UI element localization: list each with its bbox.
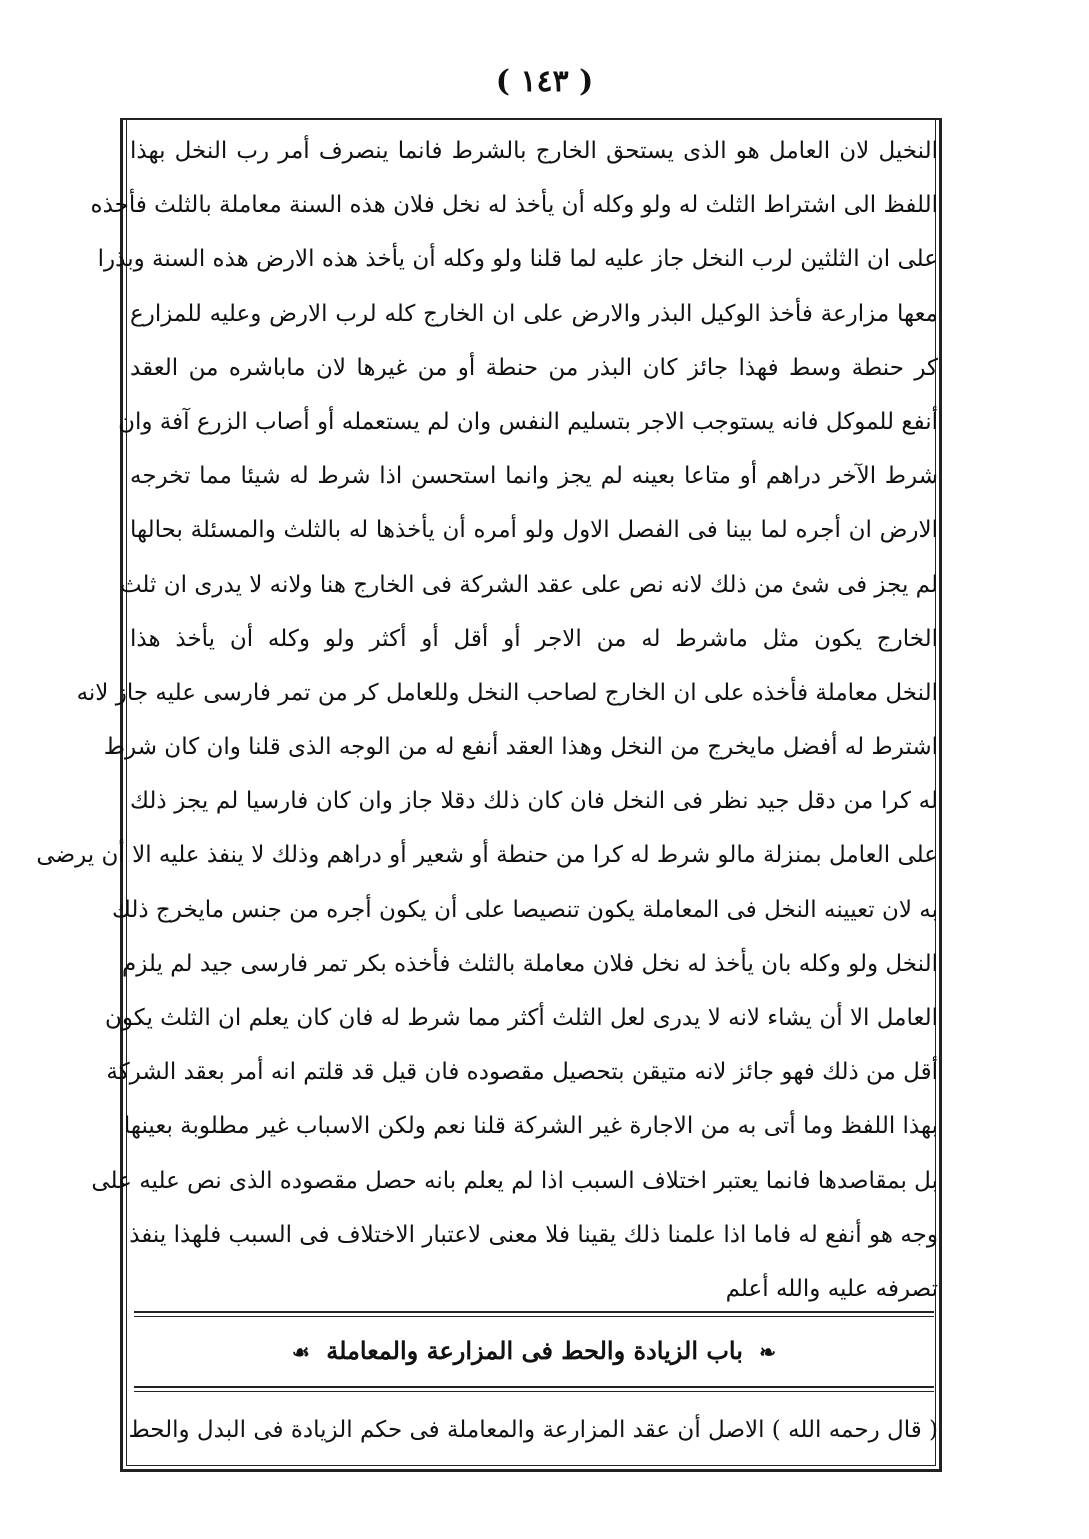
text-line: به لان تعيينه النخل فى المعاملة يكون تنصيصا على أن يكون أجره من جنس مايخرج ذلك: [111, 896, 938, 923]
text-line: وجه هو أنفع له فاما اذا علمنا ذلك يقينا فلا معنى لاعتبار الاختلاف فى السبب فلهذا ينفذ: [129, 1221, 938, 1248]
chapter-title: باب الزيادة والحط فى المزارعة والمعاملة: [326, 1336, 743, 1365]
text-line: على العامل بمنزلة مالو شرط له كرا من حنطة أو شعير أو دراهم وذلك لا ينفذ عليه الا أن يرضى: [36, 842, 938, 869]
page-number: ( ١٤٣ ): [495, 64, 594, 99]
body-text: [36, 124, 938, 1316]
ornament-icon: ❧: [759, 1340, 777, 1364]
text-line: النخيل لان العامل هو الذى يستحق الخارج بالشرط فانما ينصرف أمر رب النخل بهذا: [130, 138, 938, 164]
text-line: له كرا من دقل جيد نظر فى النخل فان كان ذلك دقلا جاز وان كان فارسيا لم يجز ذلك: [130, 788, 938, 815]
text-line: اشترط له أفضل مايخرج من النخل وهذا العقد أنفع له من الوجه الذى قلنا وان كان شرط: [103, 734, 938, 761]
text-line: الخارج يكون مثل ماشرط له من الاجر أو أقل أو أكثر ولو وكله أن يأخذ هذا: [130, 625, 938, 652]
text-line: اللفظ الى اشتراط الثلث له ولو وكله أن يأخذ له نخل فلان هذه السنة معاملة بالثلث فأخذه: [90, 192, 938, 219]
text-line: معها مزارعة فأخذ الوكيل البذر والارض على ان الخارج كله لرب الارض وعليه للمزارع: [130, 300, 938, 327]
chapter-heading: [134, 1322, 934, 1380]
text-line: النخل معاملة فأخذه على ان الخارج لصاحب النخل وللعامل كر من تمر فارسى عليه جاز لانه: [76, 679, 938, 706]
text-line: شرط الآخر دراهم أو متاعا بعينه لم يجز وانما استحسن اذا شرط له شيئا مما تخرجه: [130, 463, 938, 490]
text-line: أقل من ذلك فهو جائز لانه متيقن بتحصيل مقصوده فان قيل قد قلتم انه أمر بعقد الشركة: [106, 1059, 938, 1086]
section-divider: [134, 1386, 934, 1388]
text-line: على ان الثلثين لرب النخل جاز عليه لما قلنا ولو وكله أن يأخذ هذه الارض هذه السنة وبذرا: [97, 246, 938, 273]
text-line: ( قال رحمه الله ) الاصل أن عقد المزارعة والمعاملة فى حكم الزيادة فى البدل والحط: [128, 1417, 938, 1443]
text-line: العامل الا أن يشاء لانه لا يدرى لعل الثلث أكثر مما شرط له فان كان يعلم ان الثلث يكون: [105, 1005, 938, 1031]
section-divider-thin: [134, 1391, 934, 1392]
text-line: بهذا اللفظ وما أتى به من الاجارة غير الشركة قلنا نعم ولكن الاسباب غير مطلوبة بعينها: [123, 1113, 938, 1140]
text-line: بل بمقاصدها فانما يعتبر اختلاف السبب اذا لم يعلم بانه حصل مقصوده الذى نص عليه على: [91, 1167, 938, 1194]
text-line: لم يجز فى شئ من ذلك لانه نص على عقد الشركة فى الخارج هنا ولانه لا يدرى ان ثلث: [119, 571, 938, 598]
text-line: تصرفه عليه والله أعلم: [725, 1275, 938, 1302]
text-line: أنفع للموكل فانه يستوجب الاجر بتسليم النفس وان لم يستعمله أو أصاب الزرع آفة وان: [118, 408, 938, 435]
section-divider: [134, 1311, 934, 1313]
section-divider-thin: [134, 1316, 934, 1317]
text-line: النخل ولو وكله بان يأخذ له نخل فلان معاملة بالثلث فأخذه بكر تمر فارسى جيد لم يلزم: [121, 950, 938, 977]
text-line: كر حنطة وسط فهذا جائز كان البذر من حنطة أو من غيرها لان ماباشره من العقد: [130, 354, 938, 381]
ornament-icon: ☙: [291, 1340, 310, 1364]
text-line: الارض ان أجره لما بينا فى الفصل الاول ولو أمره أن يأخذها له بالثلث والمسئلة بحالها: [130, 517, 938, 544]
